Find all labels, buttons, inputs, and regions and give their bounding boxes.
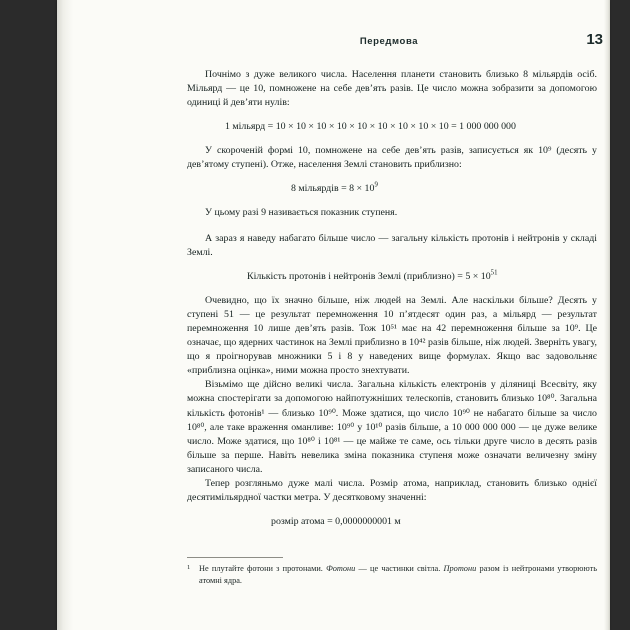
body-text-column <box>187 68 597 529</box>
display-equation-nucleons <box>187 270 597 284</box>
paragraph: У цьому разі 9 називається показник ступеня. <box>205 207 398 219</box>
page-content <box>139 0 630 630</box>
footnote-italic-1: Фотони <box>326 564 356 574</box>
equation-text: Кількість протонів і нейтронів Землі (приблизно) = 5 × 10 <box>247 270 491 282</box>
paragraph: Візьмімо ще дійсно великі числа. Загальна кількість електронів у діляниці Всесвіту, яку можна спостерігати за допомогою найпотужніших телескопів, становить близько 10⁸⁰. Загальна кількість фотонів¹ — близько 10⁹⁰. Може здатися, що число 10⁹⁰ не набагато більше за число 10⁸⁰, але таке враження оманливе: 10⁹⁰ у 10¹⁰ разів більше, а 10 000 000 000 — це дуже велике число. Може здатися, що 10⁸⁰ і 10⁸¹ — це майже те саме, ось тільки друге число в десять разів більше за перше. Навіть невелика зміна показника ступеня може означати величезну зміну записаного числа. <box>187 379 597 475</box>
paragraph: Очевидно, що їх значно більше, ніж людей на Землі. Але наскільки більше? Десять у ступені 51 — це результат перемноження 10 п’ятдесят один раз, а мільярд — результат перемноження 10 лише дев’ять разів. Тож 10⁵¹ має на 42 перемноження більше за 10⁹. Це означає, що ядерних частинок на Землі приблизно в 10⁴² разів більше, ніж людей. Зверніть увагу, що я проігнорував множники 5 і 8 у наведених вище формулах. Якщо вас задовольняє «приблизна оцінка», ними можна просто знехтувати. <box>187 294 597 377</box>
footnote-area <box>187 557 597 586</box>
display-equation-atom-size: розмір атома = 0,0000000001 м <box>271 516 401 528</box>
page-outer-edge <box>604 0 610 630</box>
paragraph: Почнімо з дуже великого числа. Населення планети становить близько 8 мільярдів осіб. Мільярд — це 10, помножене на себе дев’ять разів. Це число можна зобразити за допомогою одиниці й дев’яти нулів: <box>187 69 597 109</box>
paragraph: Тепер розгляньмо дуже малі числа. Розмір атома, наприклад, становить близько однієї десятимільярдної частки метра. У десятковому значенні: <box>187 477 597 504</box>
footnote-text-3: разом із нейтронами утворюють атомні ядра. <box>199 564 598 585</box>
display-equation-billion: 1 мільярд = 10 × 10 × 10 × 10 × 10 × 10 × 10 × 10 × 10 = 1 000 000 000 <box>225 121 516 133</box>
page-gutter-shadow <box>57 0 73 630</box>
exponent: 51 <box>490 269 498 277</box>
display-equation-population <box>187 182 597 196</box>
running-head: Передмова <box>359 36 419 47</box>
page-number: 13 <box>586 31 603 48</box>
footnote-1 <box>187 563 597 586</box>
exponent: 9 <box>374 182 378 190</box>
footnote-marker: 1 <box>187 564 191 572</box>
footnote-separator-rule <box>187 557 283 558</box>
paragraph: У скороченій формі 10, помножене на себе дев’ять разів, записується як 10⁹ (десять у дев’ятому ступені). Отже, населення Землі становить приблизно: <box>187 145 597 171</box>
book-page-sheet <box>57 0 609 630</box>
page-header <box>139 31 630 60</box>
equation-text: 8 мільярдів = 8 × 10 <box>291 183 375 195</box>
footnote-text-2: — це частинки світла. <box>355 564 444 574</box>
footnote-italic-2: Протони <box>443 564 477 574</box>
paragraph: А зараз я наведу набагато більше число — загальну кількість протонів і нейтронів у складі Землі. <box>187 232 597 258</box>
footnote-text-1: Не плутайте фотони з протонами. <box>199 564 327 574</box>
